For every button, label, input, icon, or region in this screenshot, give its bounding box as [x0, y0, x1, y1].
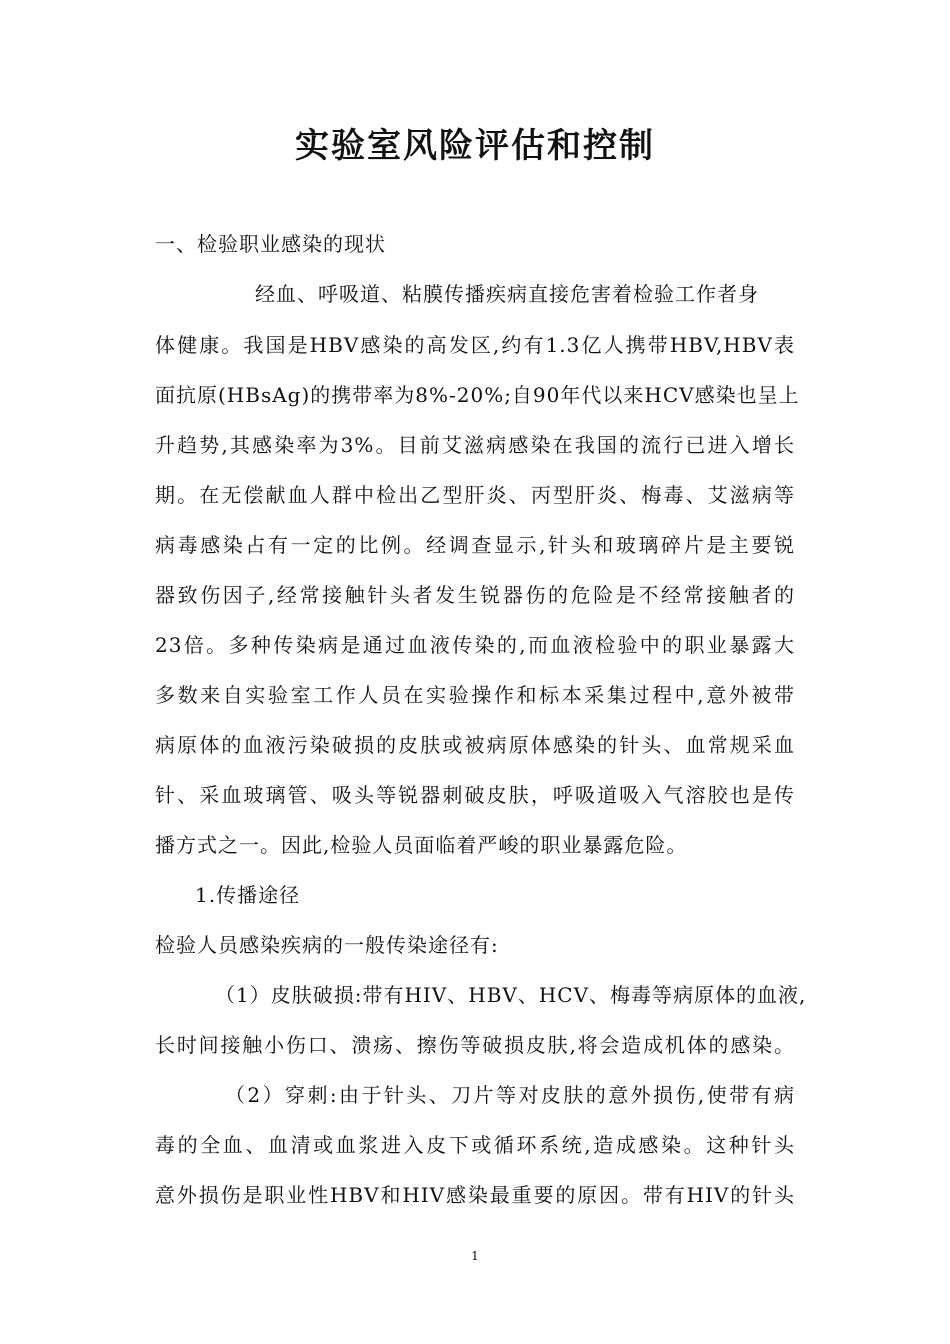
paragraph-line: 针、采血玻璃管、吸头等锐器刺破皮肤，呼吸道吸入气溶胶也是传 — [155, 783, 795, 807]
paragraph-line: 器致伤因子,经常接触针头者发生锐器伤的危险是不经常接触者的 — [155, 583, 795, 607]
paragraph-line: 病毒感染占有一定的比例。经调查显示,针头和玻璃碎片是主要锐 — [155, 533, 795, 557]
list-item-line: （2）穿刺:由于针头、刀片等对皮肤的意外损伤,使带有病 — [225, 1083, 795, 1107]
paragraph-line: 检验人员感染疾病的一般传染途径有: — [155, 933, 499, 957]
list-item-line: 毒的全血、血清或血浆进入皮下或循环系统,造成感染。这种针头 — [155, 1133, 795, 1157]
paragraph-line: 期。在无偿献血人群中检出乙型肝炎、丙型肝炎、梅毒、艾滋病等 — [155, 483, 795, 507]
subsection-heading: 1.传播途径 — [195, 883, 301, 907]
page-number: 1 — [471, 1249, 479, 1263]
paragraph-line: 面抗原(HBsAg)的携带率为8%-20%;自90年代以来HCV感染也呈上 — [155, 383, 800, 407]
paragraph-line: 经血、呼吸道、粘膜传播疾病直接危害着检验工作者身 — [255, 282, 759, 306]
paragraph-line: 23倍。多种传染病是通过血液传染的,而血液检验中的职业暴露大 — [155, 633, 795, 657]
document-title: 实验室风险评估和控制 — [295, 126, 655, 166]
list-item-line: （1）皮肤破损:带有HIV、HBV、HCV、梅毒等病原体的血液, — [215, 983, 807, 1007]
paragraph-line: 病原体的血液污染破损的皮肤或被病原体感染的针头、血常规采血 — [155, 733, 795, 757]
list-item-line: 意外损伤是职业性HBV和HIV感染最重要的原因。带有HIV的针头 — [155, 1183, 795, 1207]
paragraph-line: 播方式之一。因此,检验人员面临着严峻的职业暴露危险。 — [155, 833, 688, 857]
paragraph-line: 体健康。我国是HBV感染的高发区,约有1.3亿人携带HBV,HBV表 — [155, 333, 795, 357]
section-heading: 一、检验职业感染的现状 — [155, 232, 386, 256]
list-item-line: 长时间接触小伤口、溃疡、擦伤等破损皮肤,将会造成机体的感染。 — [155, 1033, 795, 1057]
paragraph-line: 多数来自实验室工作人员在实验操作和标本采集过程中,意外被带 — [155, 683, 795, 707]
paragraph-line: 升趋势,其感染率为3%。目前艾滋病感染在我国的流行已进入增长 — [155, 433, 795, 457]
